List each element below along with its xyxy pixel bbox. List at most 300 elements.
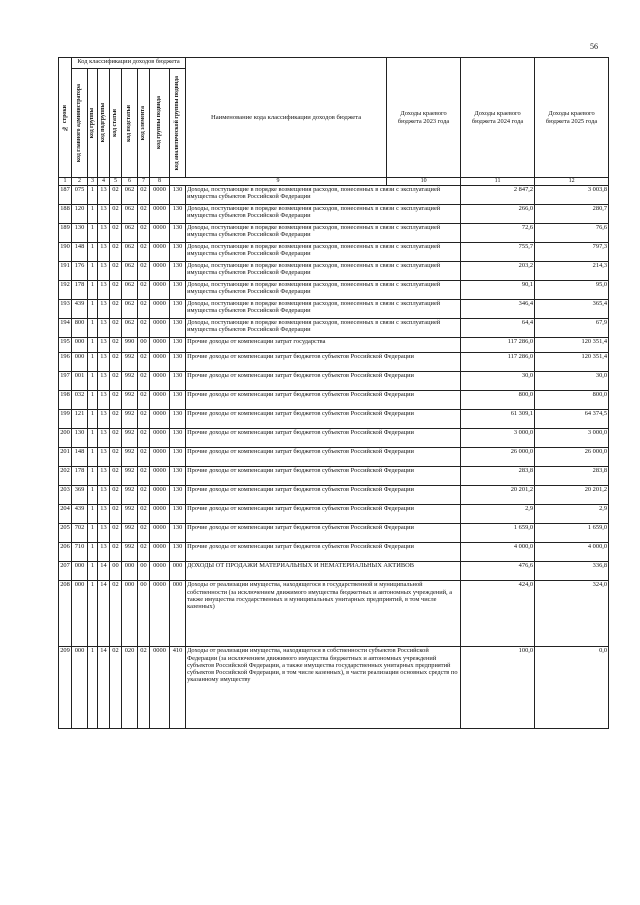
- column-number: 2: [72, 178, 88, 186]
- code-cell: 13: [98, 505, 110, 524]
- code-cell: 130: [170, 243, 186, 262]
- table-row: [59, 224, 609, 243]
- revenue-2024-header: Доходы краевого бюджета 2024 года: [461, 58, 535, 178]
- value-cell: 365,4: [535, 300, 609, 319]
- code-cell: 130: [72, 224, 88, 243]
- code-cell: 992: [122, 486, 138, 505]
- code-cell: 13: [98, 448, 110, 467]
- code-cell: 1: [88, 205, 98, 224]
- code-cell: 000: [72, 338, 88, 353]
- budget-revenue-table: [58, 57, 609, 729]
- code-cell: 1: [88, 505, 98, 524]
- code-cell: 02: [138, 300, 150, 319]
- row-number-cell: 196: [59, 353, 72, 372]
- table-body: [59, 186, 609, 729]
- table-row: [59, 467, 609, 486]
- code-cell: 13: [98, 186, 110, 205]
- code-cell: 130: [170, 429, 186, 448]
- code-cell: 178: [72, 281, 88, 300]
- row-number-cell: 187: [59, 186, 72, 205]
- code-cell: 13: [98, 262, 110, 281]
- code-cell: 130: [170, 338, 186, 353]
- code-col-header: код статьи: [110, 69, 122, 178]
- code-cell: 0000: [150, 262, 170, 281]
- code-cell: 13: [98, 353, 110, 372]
- row-number-header: № строки: [59, 58, 72, 178]
- code-cell: 13: [98, 224, 110, 243]
- code-col-header: код элемента: [138, 69, 150, 178]
- code-cell: 062: [122, 224, 138, 243]
- value-cell: 800,0: [461, 391, 535, 410]
- row-number-cell: 192: [59, 281, 72, 300]
- name-cell: Доходы, поступающие в порядке возмещения расходов, понесенных в связи с эксплуатацией имущества субъектов Российской Федерации: [186, 281, 461, 300]
- code-cell: 0000: [150, 647, 170, 729]
- value-cell: 214,3: [535, 262, 609, 281]
- code-cell: 176: [72, 262, 88, 281]
- code-cell: 02: [138, 224, 150, 243]
- row-number-cell: 198: [59, 391, 72, 410]
- code-cell: 1: [88, 524, 98, 543]
- code-cell: 0000: [150, 581, 170, 647]
- code-cell: 062: [122, 243, 138, 262]
- code-cell: 02: [138, 448, 150, 467]
- revenue-2023-header: Доходы краевого бюджета 2023 года: [387, 58, 461, 178]
- code-cell: 1: [88, 562, 98, 581]
- code-cell: 1: [88, 319, 98, 338]
- code-cell: 02: [110, 429, 122, 448]
- code-cell: 02: [138, 186, 150, 205]
- code-cell: 1: [88, 410, 98, 429]
- code-cell: 1: [88, 224, 98, 243]
- name-cell: Прочие доходы от компенсации затрат бюджетов субъектов Российской Федерации: [186, 524, 461, 543]
- value-cell: 4 000,0: [461, 543, 535, 562]
- value-cell: 30,0: [461, 372, 535, 391]
- value-cell: 90,1: [461, 281, 535, 300]
- value-cell: 2,9: [461, 505, 535, 524]
- name-cell: Доходы, поступающие в порядке возмещения расходов, понесенных в связи с эксплуатацией имущества субъектов Российской Федерации: [186, 186, 461, 205]
- code-cell: 702: [72, 524, 88, 543]
- code-cell: 14: [98, 581, 110, 647]
- code-cell: 13: [98, 429, 110, 448]
- value-cell: 120 351,4: [535, 338, 609, 353]
- code-cell: 130: [170, 224, 186, 243]
- code-cell: 02: [110, 338, 122, 353]
- code-cell: 062: [122, 281, 138, 300]
- code-cell: 02: [110, 543, 122, 562]
- value-cell: 20 201,2: [535, 486, 609, 505]
- code-cell: 178: [72, 467, 88, 486]
- code-cell: 1: [88, 391, 98, 410]
- name-cell: Прочие доходы от компенсации затрат бюджетов субъектов Российской Федерации: [186, 543, 461, 562]
- code-cell: 1: [88, 243, 98, 262]
- code-cell: 000: [122, 581, 138, 647]
- name-cell: Прочие доходы от компенсации затрат бюджетов субъектов Российской Федерации: [186, 429, 461, 448]
- name-cell: Прочие доходы от компенсации затрат бюджетов субъектов Российской Федерации: [186, 505, 461, 524]
- name-cell: ДОХОДЫ ОТ ПРОДАЖИ МАТЕРИАЛЬНЫХ И НЕМАТЕРИАЛЬНЫХ АКТИВОВ: [186, 562, 461, 581]
- code-cell: 130: [170, 186, 186, 205]
- value-cell: 26 000,0: [535, 448, 609, 467]
- value-cell: 117 286,0: [461, 353, 535, 372]
- code-cell: 1: [88, 186, 98, 205]
- value-cell: 336,8: [535, 562, 609, 581]
- table-row: [59, 300, 609, 319]
- code-cell: 02: [110, 391, 122, 410]
- code-cell: 130: [170, 319, 186, 338]
- code-cell: 1: [88, 448, 98, 467]
- row-number-cell: 193: [59, 300, 72, 319]
- code-cell: 992: [122, 543, 138, 562]
- code-cell: 130: [170, 353, 186, 372]
- column-number: 5: [110, 178, 122, 186]
- name-cell: Прочие доходы от компенсации затрат бюджетов субъектов Российской Федерации: [186, 486, 461, 505]
- code-cell: 13: [98, 300, 110, 319]
- code-cell: 000: [72, 562, 88, 581]
- code-cell: 001: [72, 372, 88, 391]
- code-cell: 130: [170, 262, 186, 281]
- code-cell: 130: [72, 429, 88, 448]
- code-cell: 02: [110, 410, 122, 429]
- page-number: 56: [590, 42, 598, 51]
- code-cell: 1: [88, 467, 98, 486]
- table-row: [59, 391, 609, 410]
- code-cell: 0000: [150, 562, 170, 581]
- code-classification-header: Код классификации доходов бюджета: [72, 58, 186, 69]
- table-row: [59, 429, 609, 448]
- code-cell: 1: [88, 486, 98, 505]
- code-cell: 02: [110, 372, 122, 391]
- table-row: [59, 281, 609, 300]
- code-cell: 992: [122, 410, 138, 429]
- code-cell: 1: [88, 338, 98, 353]
- code-cell: 0000: [150, 391, 170, 410]
- code-cell: 800: [72, 319, 88, 338]
- code-cell: 1: [88, 353, 98, 372]
- code-cell: 062: [122, 300, 138, 319]
- value-cell: 346,4: [461, 300, 535, 319]
- value-cell: 117 286,0: [461, 338, 535, 353]
- code-cell: 02: [138, 505, 150, 524]
- revenue-2025-header: Доходы краевого бюджета 2025 года: [535, 58, 609, 178]
- code-cell: 130: [170, 281, 186, 300]
- name-cell: Прочие доходы от компенсации затрат бюджетов субъектов Российской Федерации: [186, 448, 461, 467]
- code-cell: 13: [98, 243, 110, 262]
- code-cell: 130: [170, 391, 186, 410]
- code-cell: 0000: [150, 353, 170, 372]
- code-cell: 13: [98, 524, 110, 543]
- column-number: 3: [88, 178, 98, 186]
- row-number-cell: 191: [59, 262, 72, 281]
- code-cell: 02: [138, 319, 150, 338]
- code-cell: 02: [138, 281, 150, 300]
- code-cell: 02: [110, 448, 122, 467]
- row-number-cell: 189: [59, 224, 72, 243]
- code-cell: 0000: [150, 224, 170, 243]
- code-cell: 02: [138, 543, 150, 562]
- value-cell: 64,4: [461, 319, 535, 338]
- code-cell: 13: [98, 410, 110, 429]
- value-cell: 283,8: [535, 467, 609, 486]
- code-col-header: код группы: [88, 69, 98, 178]
- code-cell: 00: [138, 338, 150, 353]
- code-cell: 148: [72, 243, 88, 262]
- code-cell: 0000: [150, 338, 170, 353]
- code-cell: 13: [98, 391, 110, 410]
- table-row: [59, 581, 609, 647]
- code-cell: 00: [138, 581, 150, 647]
- code-cell: 1: [88, 281, 98, 300]
- code-cell: 0000: [150, 448, 170, 467]
- value-cell: 95,0: [535, 281, 609, 300]
- name-cell: Доходы от реализации имущества, находящегося в собственности субъектов Российской Федерации (за исключением движимого имущества бюджетных и автономных учреждений субъектов Российской Федерации, а также имущества государственных унитарных предприятий субъектов Российской Федерации, в том числе казенных), в части реализации основных средств по указанному имуществу: [186, 647, 461, 729]
- code-cell: 02: [110, 505, 122, 524]
- code-cell: 075: [72, 186, 88, 205]
- code-cell: 0000: [150, 205, 170, 224]
- row-number-cell: 199: [59, 410, 72, 429]
- code-cell: 02: [138, 391, 150, 410]
- code-cell: 000: [72, 581, 88, 647]
- table-row: [59, 319, 609, 338]
- code-cell: 02: [138, 647, 150, 729]
- code-cell: 02: [110, 186, 122, 205]
- code-cell: 13: [98, 543, 110, 562]
- value-cell: 76,6: [535, 224, 609, 243]
- code-cell: 000: [72, 353, 88, 372]
- code-col-header: код группы подвида: [150, 69, 170, 178]
- code-cell: 02: [110, 467, 122, 486]
- column-number: 10: [387, 178, 461, 186]
- table-row: [59, 543, 609, 562]
- name-cell: Прочие доходы от компенсации затрат государства: [186, 338, 461, 353]
- code-cell: 992: [122, 391, 138, 410]
- row-number-cell: 207: [59, 562, 72, 581]
- code-cell: 992: [122, 353, 138, 372]
- value-cell: 424,0: [461, 581, 535, 647]
- name-cell: Доходы, поступающие в порядке возмещения расходов, понесенных в связи с эксплуатацией имущества субъектов Российской Федерации: [186, 319, 461, 338]
- code-col-header: код подгруппы: [98, 69, 110, 178]
- code-cell: 410: [170, 647, 186, 729]
- table-row: [59, 647, 609, 729]
- value-cell: 3 000,0: [461, 429, 535, 448]
- code-cell: 992: [122, 429, 138, 448]
- column-number: 7: [138, 178, 150, 186]
- table-row: [59, 186, 609, 205]
- code-cell: 130: [170, 448, 186, 467]
- code-cell: 0000: [150, 372, 170, 391]
- code-cell: 0000: [150, 467, 170, 486]
- code-col-header: код подстатьи: [122, 69, 138, 178]
- code-cell: 14: [98, 647, 110, 729]
- table-row: [59, 505, 609, 524]
- value-cell: 797,3: [535, 243, 609, 262]
- code-cell: 02: [138, 205, 150, 224]
- code-cell: 0000: [150, 186, 170, 205]
- column-number-row: [59, 178, 609, 186]
- code-cell: 000: [122, 562, 138, 581]
- row-number-cell: 200: [59, 429, 72, 448]
- code-cell: 0000: [150, 410, 170, 429]
- code-cell: 130: [170, 524, 186, 543]
- name-cell: Прочие доходы от компенсации затрат бюджетов субъектов Российской Федерации: [186, 372, 461, 391]
- code-cell: 148: [72, 448, 88, 467]
- code-cell: 13: [98, 281, 110, 300]
- row-number-cell: 190: [59, 243, 72, 262]
- value-cell: 26 000,0: [461, 448, 535, 467]
- value-cell: 283,8: [461, 467, 535, 486]
- code-cell: 130: [170, 205, 186, 224]
- name-cell: Доходы, поступающие в порядке возмещения расходов, понесенных в связи с эксплуатацией имущества субъектов Российской Федерации: [186, 300, 461, 319]
- code-cell: 02: [138, 410, 150, 429]
- name-cell: Доходы от реализации имущества, находящегося в государственной и муниципальной собственности (за исключением движимого имущества бюджетных и автономных учреждений, а также имущества государственных и муниципальных унитарных предприятий, в том числе казенных): [186, 581, 461, 647]
- code-cell: 0000: [150, 281, 170, 300]
- code-cell: 0000: [150, 429, 170, 448]
- code-cell: 062: [122, 205, 138, 224]
- table-row: [59, 562, 609, 581]
- code-col-header: код аналитической группы подвида: [170, 69, 186, 178]
- code-cell: 13: [98, 372, 110, 391]
- code-cell: 130: [170, 372, 186, 391]
- row-number-cell: 203: [59, 486, 72, 505]
- code-cell: 710: [72, 543, 88, 562]
- code-cell: 130: [170, 505, 186, 524]
- value-cell: 64 374,5: [535, 410, 609, 429]
- table-row: [59, 205, 609, 224]
- row-number-cell: 201: [59, 448, 72, 467]
- name-cell: Доходы, поступающие в порядке возмещения расходов, понесенных в связи с эксплуатацией имущества субъектов Российской Федерации: [186, 243, 461, 262]
- code-cell: 02: [138, 467, 150, 486]
- value-cell: 324,0: [535, 581, 609, 647]
- code-cell: 13: [98, 338, 110, 353]
- value-cell: 100,0: [461, 647, 535, 729]
- code-cell: 062: [122, 186, 138, 205]
- code-cell: 992: [122, 505, 138, 524]
- code-cell: 992: [122, 372, 138, 391]
- value-cell: 476,6: [461, 562, 535, 581]
- value-cell: 1 659,0: [535, 524, 609, 543]
- code-cell: 00: [110, 562, 122, 581]
- value-cell: 2 847,2: [461, 186, 535, 205]
- code-cell: 0000: [150, 319, 170, 338]
- code-cell: 062: [122, 262, 138, 281]
- name-cell: Прочие доходы от компенсации затрат бюджетов субъектов Российской Федерации: [186, 467, 461, 486]
- code-cell: 02: [110, 353, 122, 372]
- code-cell: 1: [88, 429, 98, 448]
- code-cell: 0000: [150, 486, 170, 505]
- code-cell: 992: [122, 448, 138, 467]
- code-cell: 1: [88, 581, 98, 647]
- code-cell: 1: [88, 262, 98, 281]
- code-cell: 02: [138, 524, 150, 543]
- name-cell: Прочие доходы от компенсации затрат бюджетов субъектов Российской Федерации: [186, 391, 461, 410]
- code-cell: 13: [98, 319, 110, 338]
- code-cell: 130: [170, 467, 186, 486]
- row-number-cell: 188: [59, 205, 72, 224]
- table-row: [59, 410, 609, 429]
- value-cell: 800,0: [535, 391, 609, 410]
- value-cell: 61 309,1: [461, 410, 535, 429]
- table-row: [59, 372, 609, 391]
- value-cell: 1 659,0: [461, 524, 535, 543]
- code-cell: 02: [110, 243, 122, 262]
- name-cell: Прочие доходы от компенсации затрат бюджетов субъектов Российской Федерации: [186, 353, 461, 372]
- value-cell: 67,9: [535, 319, 609, 338]
- value-cell: 203,2: [461, 262, 535, 281]
- table-row: [59, 262, 609, 281]
- row-number-cell: 205: [59, 524, 72, 543]
- column-number: 8: [150, 178, 170, 186]
- value-cell: 0,0: [535, 647, 609, 729]
- value-cell: 20 201,2: [461, 486, 535, 505]
- value-cell: 2,9: [535, 505, 609, 524]
- row-number-cell: 208: [59, 581, 72, 647]
- code-cell: 130: [170, 486, 186, 505]
- name-cell: Доходы, поступающие в порядке возмещения расходов, понесенных в связи с эксплуатацией имущества субъектов Российской Федерации: [186, 224, 461, 243]
- code-cell: 062: [122, 319, 138, 338]
- code-cell: 0000: [150, 505, 170, 524]
- code-cell: 02: [110, 647, 122, 729]
- row-number-cell: 209: [59, 647, 72, 729]
- row-number-cell: 202: [59, 467, 72, 486]
- code-cell: 000: [170, 562, 186, 581]
- code-cell: 02: [138, 372, 150, 391]
- code-cell: 0000: [150, 543, 170, 562]
- code-cell: 121: [72, 410, 88, 429]
- code-cell: 1: [88, 372, 98, 391]
- row-number-cell: 206: [59, 543, 72, 562]
- code-cell: 439: [72, 300, 88, 319]
- code-cell: 02: [110, 281, 122, 300]
- code-cell: 130: [170, 410, 186, 429]
- code-cell: 02: [138, 429, 150, 448]
- code-cell: 020: [122, 647, 138, 729]
- name-column-header: Наименование кода классификации доходов бюджета: [186, 58, 387, 178]
- column-number: 1: [59, 178, 72, 186]
- code-cell: 0000: [150, 524, 170, 543]
- code-cell: 992: [122, 524, 138, 543]
- code-cell: 02: [110, 524, 122, 543]
- column-number: 9: [170, 178, 387, 186]
- row-number-cell: 194: [59, 319, 72, 338]
- row-number-cell: 204: [59, 505, 72, 524]
- code-cell: 02: [110, 224, 122, 243]
- table-row: [59, 524, 609, 543]
- column-number: 6: [122, 178, 138, 186]
- code-cell: 02: [138, 243, 150, 262]
- code-cell: 02: [110, 581, 122, 647]
- code-cell: 0000: [150, 300, 170, 319]
- value-cell: 30,0: [535, 372, 609, 391]
- code-cell: 439: [72, 505, 88, 524]
- column-number: 12: [535, 178, 609, 186]
- code-cell: 120: [72, 205, 88, 224]
- name-cell: Доходы, поступающие в порядке возмещения расходов, понесенных в связи с эксплуатацией имущества субъектов Российской Федерации: [186, 205, 461, 224]
- code-cell: 02: [110, 300, 122, 319]
- row-number-cell: 197: [59, 372, 72, 391]
- table-row: [59, 448, 609, 467]
- code-cell: 02: [110, 205, 122, 224]
- value-cell: 755,7: [461, 243, 535, 262]
- table-row: [59, 486, 609, 505]
- row-number-cell: 195: [59, 338, 72, 353]
- table-row: [59, 338, 609, 353]
- code-cell: 02: [110, 319, 122, 338]
- code-cell: 02: [138, 262, 150, 281]
- code-cell: 02: [110, 262, 122, 281]
- code-cell: 13: [98, 467, 110, 486]
- table-row: [59, 243, 609, 262]
- code-cell: 13: [98, 205, 110, 224]
- column-number: 4: [98, 178, 110, 186]
- code-cell: 130: [170, 300, 186, 319]
